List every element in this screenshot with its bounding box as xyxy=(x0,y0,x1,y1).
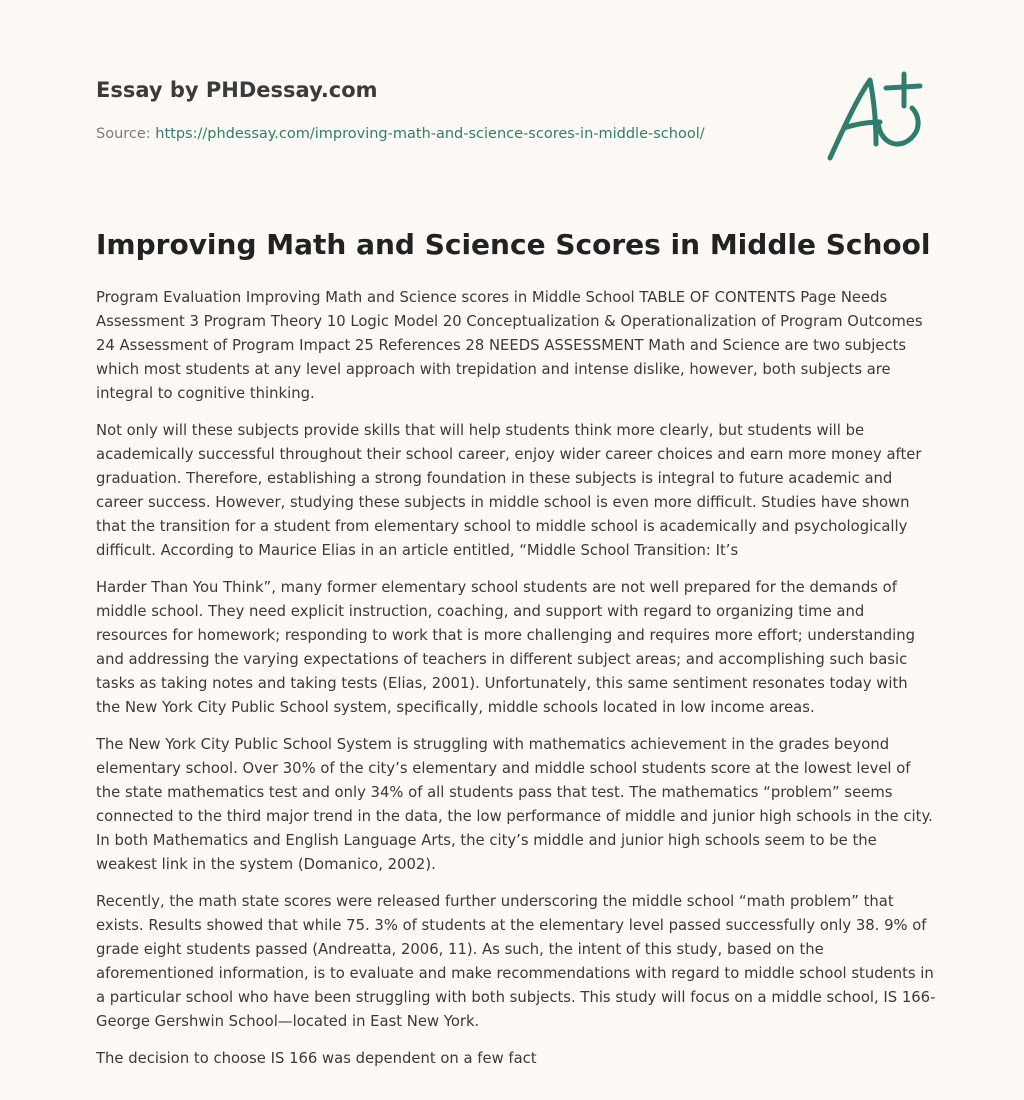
essay-paragraph: Not only will these subjects provide skills that will help students think more clearly, but students will be academically successful throughout their school career, enjoy wider career choices and earn more money after graduation. Therefore, establishing a strong foundation in these subjects is integral to future academic and career success. However, studying these subjects in middle school is even more difficult. Studies have shown that the transition for a student from elementary school to middle school is academically and psychologically difficult. According to Maurice Elias in an article entitled, “Middle School Transition: It’s xyxy=(96,422,922,559)
essay-paragraph: Recently, the math state scores were released further underscoring the middle school “math problem” that exists. Results showed that while 75. 3% of students at the elementary level passed successfully only 38. 9% of grade eight students passed (Andreatta, 2006, 11). As such, the intent of this study, based on the aforementioned information, is to evaluate and make recommendations with regard to middle school students in a particular school who have been struggling with both subjects. This study will focus on a middle school, IS 166- George Gershwin School—located in East New York. xyxy=(96,893,936,1030)
source-link[interactable]: https://phdessay.com/improving-math-and-science-scores-in-middle-school/ xyxy=(155,126,705,142)
essay-article xyxy=(96,226,936,1084)
source-label: Source: xyxy=(96,126,151,142)
essay-title: Improving Math and Science Scores in Middle School xyxy=(96,228,931,261)
a-plus-logo-icon xyxy=(820,66,930,166)
essay-paragraph: The decision to choose IS 166 was dependent on a few fact xyxy=(96,1050,537,1067)
page-header xyxy=(96,76,796,144)
essay-paragraph: Harder Than You Think”, many former elementary school students are not well prepared for the demands of middle school. They need explicit instruction, coaching, and support with regard to organizing time and resources for homework; responding to work that is more challenging and requires more effort; understanding and addressing the varying expectations of teachers in different subject areas; and accomplishing such basic tasks as taking notes and taking tests (Elias, 2001). Unfortunately, this same sentiment resonates today with the New York City Public School system, specifically, middle schools located in low income areas. xyxy=(96,579,916,716)
essay-paragraph: The New York City Public School System is struggling with mathematics achievement in the grades beyond elementary school. Over 30% of the city’s elementary and middle school students score at the lowest level of the state mathematics test and only 34% of all students pass that test. The mathematics “problem” seems connected to the third major trend in the data, the low performance of middle and junior high schools in the city. In both Mathematics and English Language Arts, the city’s middle and junior high schools seem to be the weakest link in the system (Domanico, 2002). xyxy=(96,736,933,873)
source-line xyxy=(96,124,796,144)
a-plus-logo xyxy=(820,66,930,166)
site-title: Essay by PHDessay.com xyxy=(96,78,378,102)
essay-paragraph: Program Evaluation Improving Math and Science scores in Middle School TABLE OF CONTENTS Page Needs Assessment 3 Program Theory 10 Logic Model 20 Conceptualization & Operationalization of Program Outcomes 24 Assessment of Program Impact 25 References 28 NEEDS ASSESSMENT Math and Science are two subjects which most students at any level approach with trepidation and intense dislike, however, both subjects are integral to cognitive thinking. xyxy=(96,289,923,402)
